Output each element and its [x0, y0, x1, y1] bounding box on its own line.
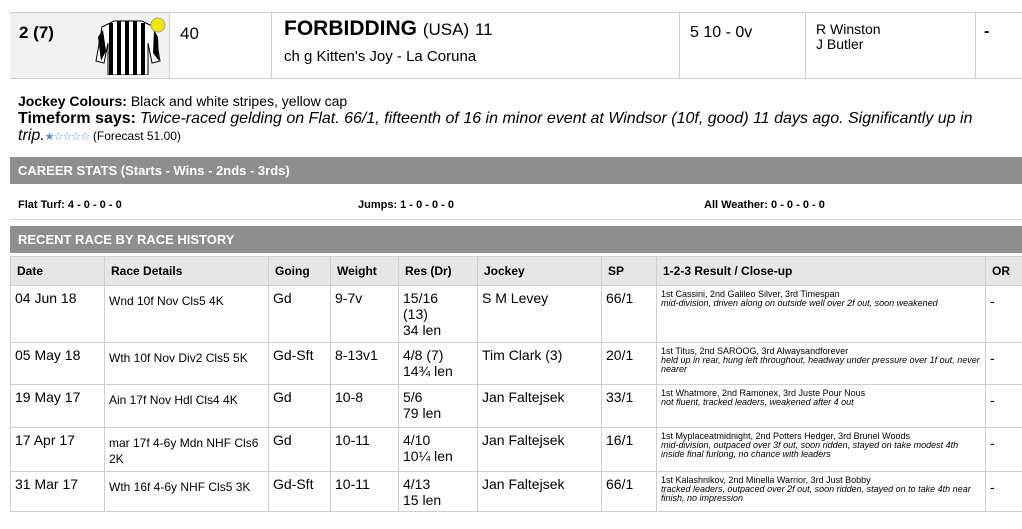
runner-number-cell — [10, 13, 170, 78]
closeup-comment: tracked leaders, outpaced over 2f out, soon ridden, stayed on to take 4th near finish, no impression — [661, 484, 971, 503]
date-cell: 05 May 18 — [11, 343, 105, 385]
star-rating-icon: ★☆☆☆☆ — [44, 131, 89, 143]
result-cell — [399, 385, 478, 428]
or-cell: - — [986, 472, 1022, 512]
runner-header — [10, 12, 1022, 79]
rating-value: 40 — [180, 24, 199, 43]
or-cell: - — [986, 343, 1022, 385]
going-cell: Gd-Sft — [269, 343, 331, 385]
horse-name-line — [284, 17, 493, 41]
sp-cell: 66/1 — [602, 472, 657, 512]
top-three: 1st Kalashnikov, 2nd Minella Warrior, 3rd Just Bobby — [661, 475, 871, 485]
closeup-cell — [657, 286, 986, 343]
sp-cell: 20/1 — [602, 343, 657, 385]
closeup-cell — [657, 343, 986, 385]
table-row[interactable] — [11, 428, 1022, 472]
result-cell — [399, 286, 478, 343]
result-position: 4/10 — [403, 432, 431, 448]
career-stats — [10, 193, 1022, 220]
col-jockey: Jockey — [478, 257, 602, 286]
result-position: 4/8 (7) — [403, 347, 444, 363]
going-cell: Gd — [269, 286, 331, 343]
result-distance: 15 len — [403, 492, 442, 508]
table-header-row — [11, 257, 1022, 286]
table-row[interactable] — [11, 472, 1022, 512]
top-three: 1st Myplaceatmidnight, 2nd Potters Hedger, 3rd Brunel Woods — [661, 431, 910, 441]
jockey-cell[interactable]: Tim Clark (3) — [478, 343, 602, 385]
result-distance: 10¼ len — [403, 448, 453, 464]
result-distance: 14¾ len — [403, 363, 453, 379]
all-weather-stats: All Weather: 0 - 0 - 0 - 0 — [704, 199, 825, 211]
trainer-name[interactable]: R Winston — [816, 21, 881, 37]
closeup-comment: mid-division, driven along on outside well over 2f out, soon weakened — [661, 298, 938, 308]
result-distance: 79 len — [403, 405, 442, 421]
date-cell: 19 May 17 — [11, 385, 105, 428]
colours-text: Black and white stripes, yellow cap — [130, 93, 348, 109]
forecast-text: (Forecast 51.00) — [92, 129, 181, 143]
jockey-cell[interactable]: S M Levey — [478, 286, 602, 343]
age-weight-cell — [680, 13, 806, 78]
jockey-cell[interactable]: Jan Faltejsek — [478, 385, 602, 428]
race-details-cell[interactable]: mar 17f 4-6y Mdn NHF Cls6 2K — [105, 428, 269, 472]
col-going: Going — [269, 257, 331, 286]
race-details-cell[interactable]: Wnd 10f Nov Cls5 4K — [105, 286, 269, 343]
or-cell: - — [986, 385, 1022, 428]
top-three: 1st Whatmore, 2nd Ramonex, 3rd Juste Pour Nous — [661, 388, 866, 398]
rating-cell — [170, 13, 272, 78]
runner-number: 2 (7) — [19, 23, 54, 42]
closeup-comment: mid-division, outpaced over 3f out, soon ridden, stayed on take modest 4th inside final furlong, no chance with leaders — [661, 440, 959, 459]
jumps-stats: Jumps: 1 - 0 - 0 - 0 — [358, 199, 454, 211]
race-details-cell[interactable]: Wth 16f 4-6y NHF Cls5 3K — [105, 472, 269, 512]
weight-cell: 10-11 — [331, 472, 399, 512]
going-cell: Gd — [269, 385, 331, 428]
closeup-comment: not fluent, tracked leaders, weakened after 4 out — [661, 397, 854, 407]
race-history-bar: RECENT RACE BY RACE HISTORY — [10, 226, 1022, 253]
date-cell: 17 Apr 17 — [11, 428, 105, 472]
col-result: Res (Dr) — [399, 257, 478, 286]
extra-cell — [976, 13, 1022, 78]
jockey-colours — [18, 93, 1008, 110]
table-row[interactable] — [11, 343, 1022, 385]
or-cell: - — [986, 286, 1022, 343]
result-cell — [399, 472, 478, 512]
col-sp: SP — [602, 257, 657, 286]
weight-cell: 8-13v1 — [331, 343, 399, 385]
extra-dash: - — [984, 23, 990, 40]
horse-country: (USA) — [422, 20, 470, 39]
closeup-cell — [657, 428, 986, 472]
result-draw: (13) — [403, 306, 428, 322]
jockey-silks-icon — [94, 17, 166, 75]
weight-cell: 10-11 — [331, 428, 399, 472]
timeform-comment — [18, 110, 1008, 146]
connections-cell — [806, 13, 976, 78]
runner-info — [18, 93, 1008, 146]
race-history-table — [10, 256, 1022, 512]
result-distance: 34 len — [403, 322, 442, 338]
col-closeup: 1-2-3 Result / Close-up — [657, 257, 986, 286]
going-cell: Gd — [269, 428, 331, 472]
result-position: 5/6 — [403, 389, 423, 405]
col-race-details: Race Details — [105, 257, 269, 286]
race-details-cell[interactable]: Wth 10f Nov Div2 Cls5 5K — [105, 343, 269, 385]
career-stats-bar: CAREER STATS (Starts - Wins - 2nds - 3rds) — [10, 157, 1022, 184]
weight-cell: 10-8 — [331, 385, 399, 428]
result-cell — [399, 343, 478, 385]
connections — [816, 22, 881, 52]
race-details-cell[interactable]: Ain 17f Nov Hdl Cls4 4K — [105, 385, 269, 428]
or-cell: - — [986, 428, 1022, 472]
jockey-cell[interactable]: Jan Faltejsek — [478, 472, 602, 512]
weight-cell: 9-7v — [331, 286, 399, 343]
sp-cell: 16/1 — [602, 428, 657, 472]
closeup-cell — [657, 472, 986, 512]
table-row[interactable] — [11, 286, 1022, 343]
col-weight: Weight — [331, 257, 399, 286]
colours-label: Jockey Colours: — [18, 93, 127, 109]
horse-form: 11 — [474, 20, 493, 39]
name-cell — [272, 13, 680, 78]
date-cell: 31 Mar 17 — [11, 472, 105, 512]
col-date: Date — [11, 257, 105, 286]
sp-cell: 33/1 — [602, 385, 657, 428]
horse-name[interactable]: FORBIDDING — [284, 17, 417, 40]
comment-text: Twice-raced gelding on Flat. 66/1, fifteenth of 16 in minor event at Windsor (10f, good) 11 days ago. Significantly up in trip. — [18, 110, 973, 144]
result-position: 15/16 — [403, 290, 439, 306]
result-position: 4/13 — [403, 476, 431, 492]
result-cell — [399, 428, 478, 472]
table-row[interactable] — [11, 385, 1022, 428]
top-three: 1st Cassini, 2nd Galileo Silver, 3rd Timespan — [661, 289, 840, 299]
closeup-comment: held up in rear, hung left throughout, headway under pressure over 1f out, never nearer — [661, 355, 980, 374]
timeform-label: Timeform says: — [18, 110, 136, 127]
jockey-cell[interactable]: Jan Faltejsek — [478, 428, 602, 472]
date-cell: 04 Jun 18 — [11, 286, 105, 343]
sp-cell: 66/1 — [602, 286, 657, 343]
closeup-cell — [657, 385, 986, 428]
going-cell: Gd-Sft — [269, 472, 331, 512]
flat-turf-stats: Flat Turf: 4 - 0 - 0 - 0 — [18, 199, 122, 211]
top-three: 1st Titus, 2nd SAROOG, 3rd Alwaysandforever — [661, 346, 849, 356]
jockey-name[interactable]: J Butler — [816, 36, 864, 52]
age-weight: 5 10 - 0v — [690, 24, 753, 41]
col-or: OR — [986, 257, 1022, 286]
breeding: ch g Kitten's Joy - La Coruna — [284, 48, 477, 65]
